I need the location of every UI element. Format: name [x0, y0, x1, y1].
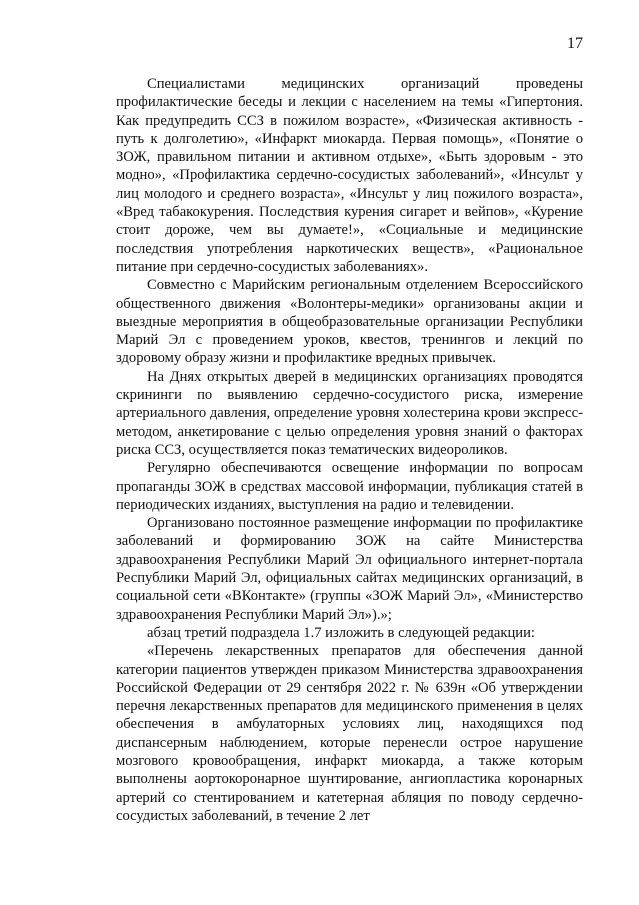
- paragraph-lectures: Специалистами медицинских организаций проведены профилактические беседы и лекции с населением на темы «Гипертония. Как предупредить ССЗ в пожилом возрасте», «Физическая активность - путь к долголетию», «Инфаркт миокарда. Первая помощь», «Понятие о ЗОЖ, правильном питании и активном отдыхе», «Быть здоровым - это модно», «Профилактика сердечно-сосудистых заболеваний», «Инсульт у лиц молодого и среднего возраста», «Инсульт у лиц пожилого возраста», «Вред табакокурения. Последствия курения сигарет и вейпов», «Курение стоит дороже, чем вы думаете!», «Социальные и медицинские последствия употребления наркотических веществ», «Рациональное питание при сердечно-сосудистых заболеваниях».: [116, 76, 583, 275]
- paragraph-website: Организовано постоянное размещение информации по профилактике заболеваний и формированию ЗОЖ на сайте Министерства здравоохранения Республики Марий Эл официального интернет-портала Республики Марий Эл, официальных сайтах медицинских организаций, в социальной сети «ВКонтакте» (группы «ЗОЖ Марий Эл», «Министерство здравоохранения Республики Марий Эл»).»;: [116, 515, 583, 623]
- page-number: 17: [567, 35, 583, 52]
- document-body: [116, 75, 583, 825]
- paragraph-volunteers: Совместно с Марийским региональным отделением Всероссийского общественного движения «Волонтеры-медики» организованы акции и выездные мероприятия в общеобразовательные организации Республики Марий Эл с проведением уроков, квестов, тренингов и лекций по здоровому образу жизни и профилактике вредных привычек.: [116, 277, 583, 367]
- paragraph-amendment: абзац третий подраздела 1.7 изложить в следующей редакции:: [147, 624, 535, 641]
- paragraph-open-days: На Днях открытых дверей в медицинских организациях проводятся скрининги по выявлению сердечно-сосудистого риска, измерение артериального давления, определение уровня холестерина крови экспресс-методом, анкетирование с целью определения уровня знаний о факторах риска ССЗ, осуществляется показ тематических видеороликов.: [116, 368, 583, 458]
- paragraph-drug-list: «Перечень лекарственных препаратов для обеспечения данной категории пациентов утвержден приказом Министерства здравоохранения Российской Федерации от 29 сентября 2022 г. № 639н «Об утверждении перечня лекарственных препаратов для медицинского применения в целях обеспечения в амбулаторных условиях лиц, находящихся под диспансерным наблюдением, которые перенесли острое нарушение мозгового кровообращения, инфаркт миокарда, а также которым выполнены аортокоронарное шунтирование, ангиопластика коронарных артерий со стентированием и катетерная абляция по поводу сердечно-сосудистых заболеваний, в течение 2 лет: [116, 643, 583, 824]
- paragraph-media: Регулярно обеспечиваются освещение информации по вопросам пропаганды ЗОЖ в средствах массовой информации, публикация статей в периодических изданиях, выступления на радио и телевидении.: [116, 460, 583, 513]
